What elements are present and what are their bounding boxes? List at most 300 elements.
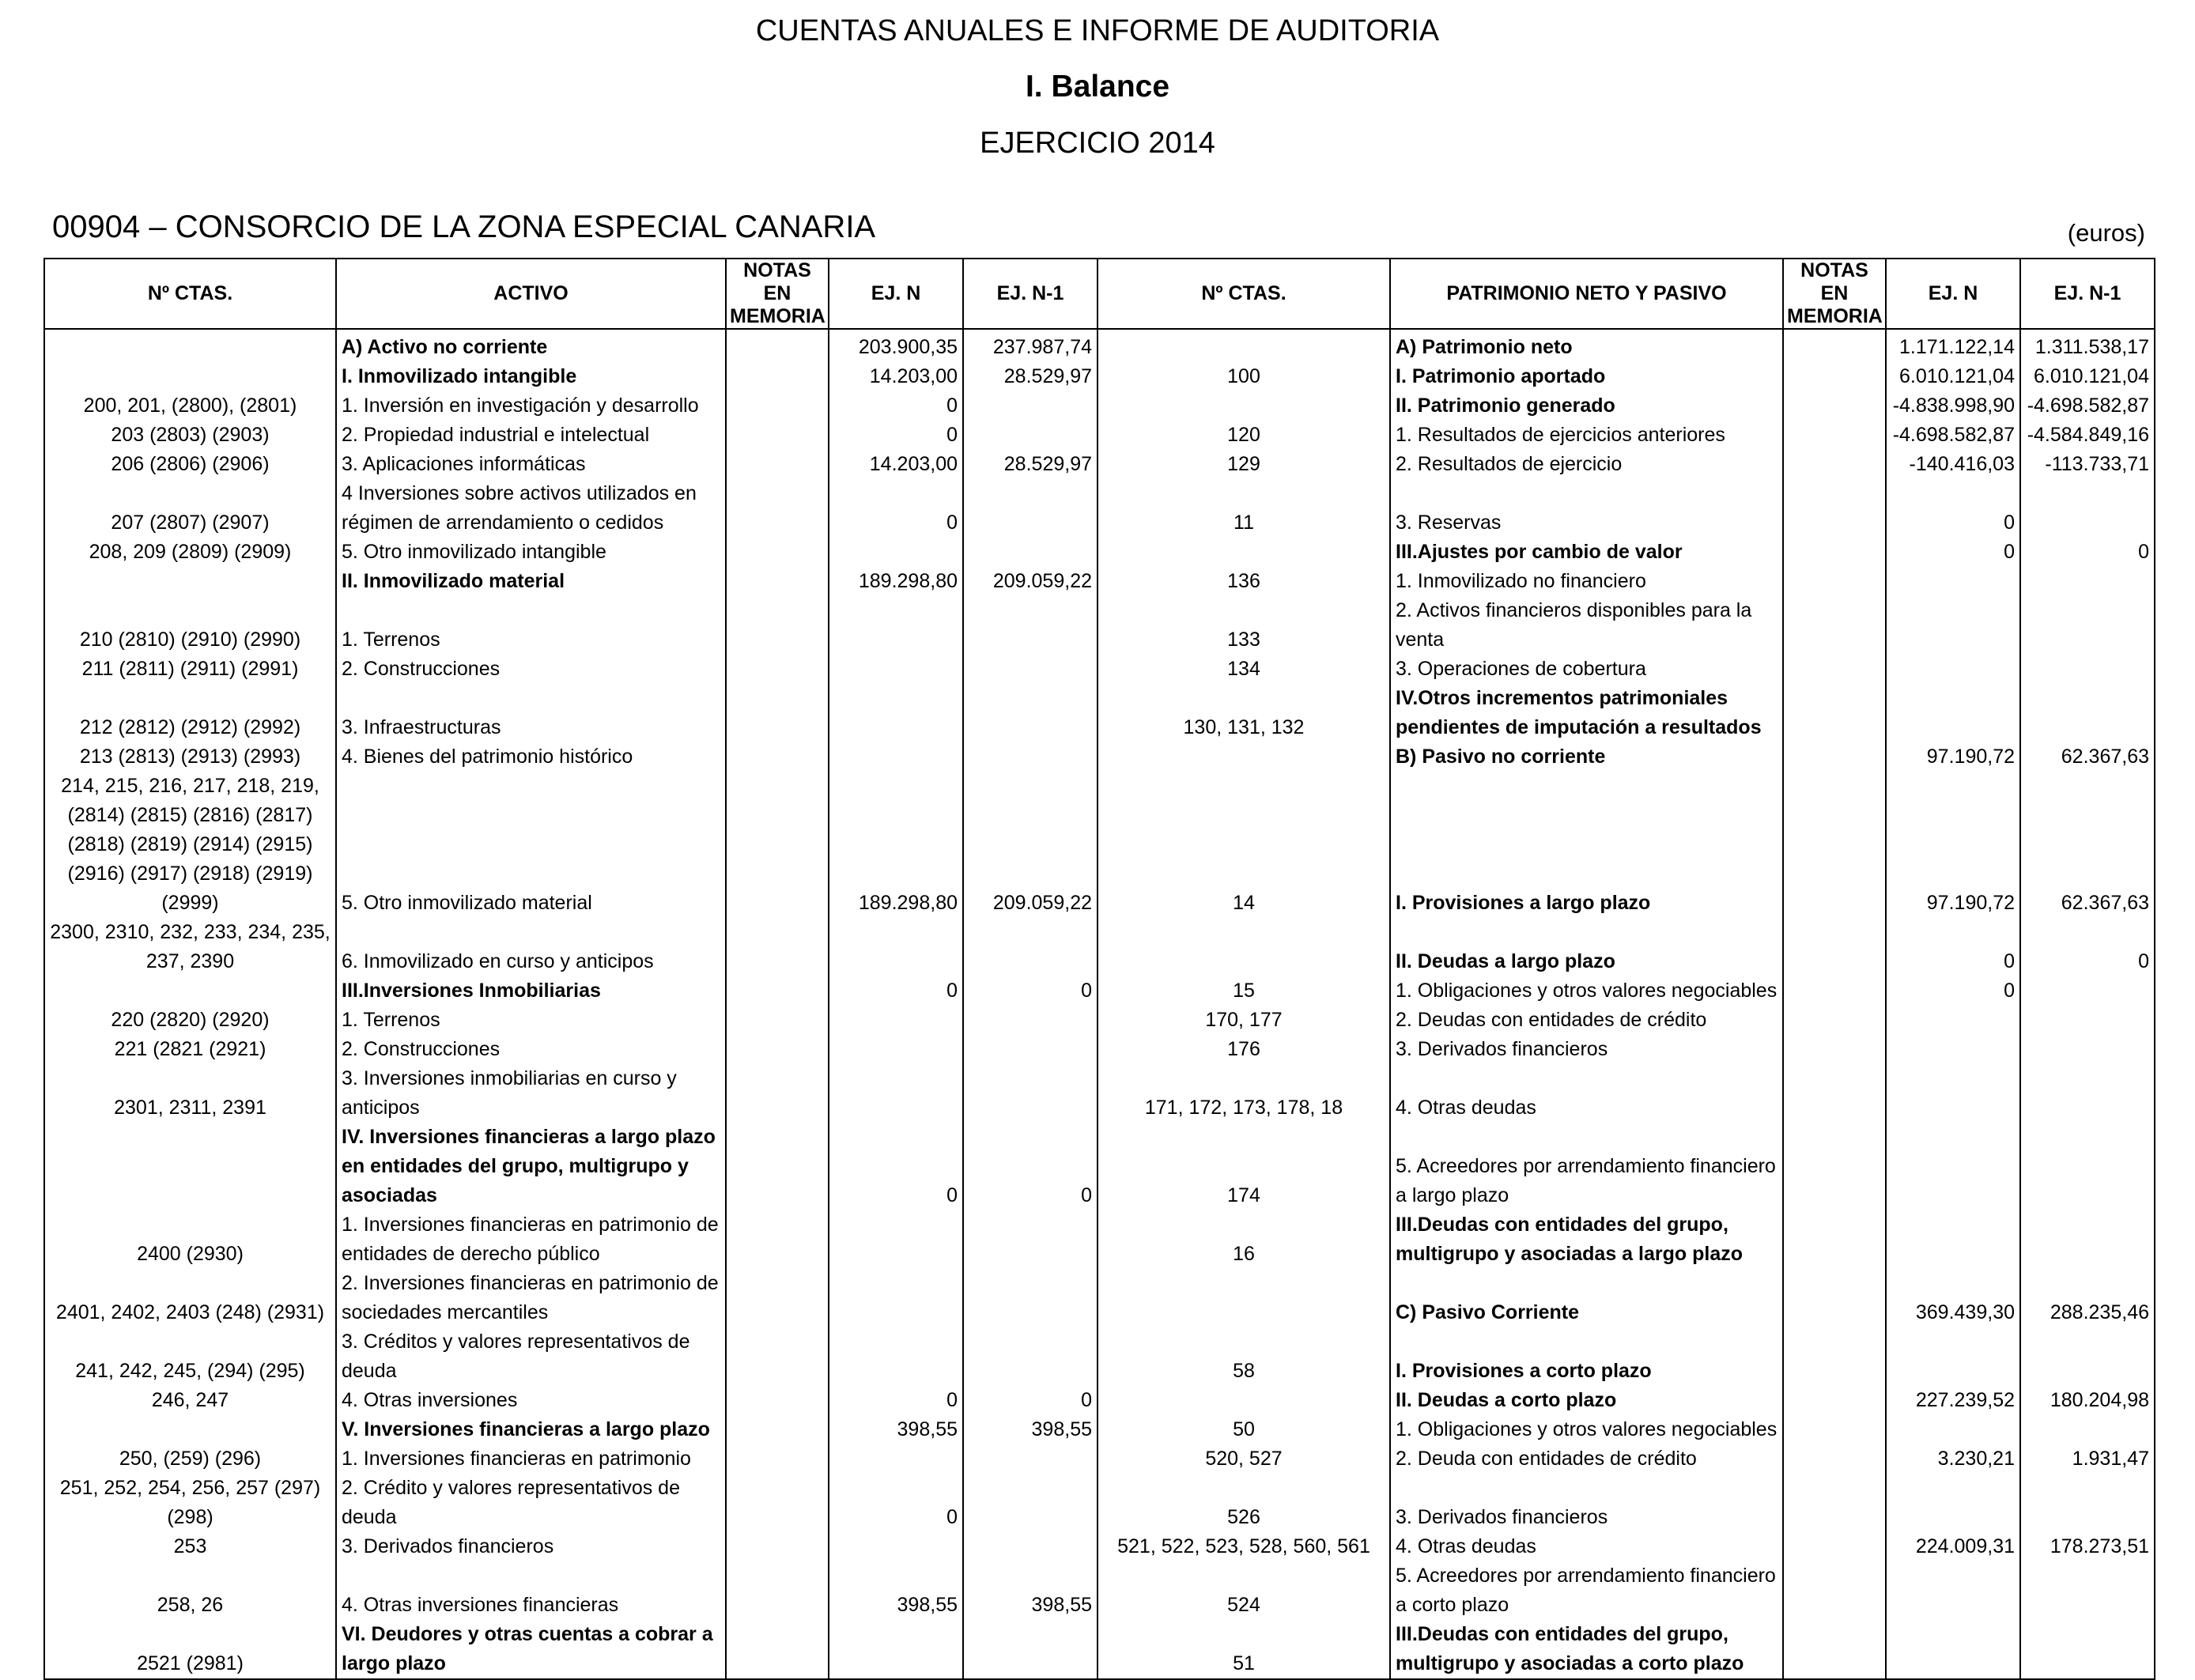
activo-cuentas: 207 (2807) (2907): [44, 479, 336, 538]
activo-notas: [726, 1064, 829, 1123]
table-row: [44, 567, 2155, 596]
pasivo-notas: [1783, 479, 1886, 538]
activo-ej-n1: [963, 391, 1098, 421]
pasivo-ej-n1: 62.367,63: [2020, 742, 2155, 772]
pasivo-concepto: 4. Otras deudas: [1390, 1532, 1783, 1561]
pasivo-ej-n1: [2020, 1474, 2155, 1532]
activo-concepto: V. Inversiones financieras a largo plazo: [336, 1415, 726, 1444]
currency-units: (euros): [2067, 219, 2145, 247]
pasivo-notas: [1783, 1006, 1886, 1035]
activo-concepto: I. Inmovilizado intangible: [336, 362, 726, 391]
pasivo-ej-n1: 0: [2020, 918, 2155, 976]
pasivo-ej-n: [1886, 596, 2020, 655]
activo-ej-n: [829, 918, 963, 976]
table-row: [44, 596, 2155, 655]
pasivo-ej-n: 369.439,30: [1886, 1269, 2020, 1327]
col-header-pasivo: PATRIMONIO NETO Y PASIVO: [1390, 259, 1783, 329]
activo-cuentas: 208, 209 (2809) (2909): [44, 538, 336, 567]
table-row: [44, 1532, 2155, 1561]
table-row: [44, 362, 2155, 391]
table-row: [44, 538, 2155, 567]
pasivo-notas: [1783, 596, 1886, 655]
pasivo-cuentas: 136: [1098, 567, 1390, 596]
pasivo-cuentas: [1098, 1269, 1390, 1327]
activo-notas: [726, 1474, 829, 1532]
pasivo-ej-n1: -4.584.849,16: [2020, 421, 2155, 450]
activo-concepto: 2. Inversiones financieras en patrimonio de sociedades mercantiles: [336, 1269, 726, 1327]
activo-notas: [726, 567, 829, 596]
pasivo-cuentas: 133: [1098, 596, 1390, 655]
activo-concepto: 3. Inversiones inmobiliarias en curso y anticipos: [336, 1064, 726, 1123]
table-row: [44, 1327, 2155, 1386]
pasivo-cuentas: 521, 522, 523, 528, 560, 561: [1098, 1532, 1390, 1561]
activo-concepto: 5. Otro inmovilizado intangible: [336, 538, 726, 567]
pasivo-cuentas: 14: [1098, 772, 1390, 918]
pasivo-notas: [1783, 1210, 1886, 1269]
pasivo-concepto: 3. Derivados financieros: [1390, 1035, 1783, 1064]
table-row: [44, 742, 2155, 772]
activo-cuentas: [44, 362, 336, 391]
pasivo-notas: [1783, 1269, 1886, 1327]
pasivo-ej-n1: -113.733,71: [2020, 450, 2155, 479]
activo-ej-n1: 398,55: [963, 1415, 1098, 1444]
pasivo-ej-n1: [2020, 479, 2155, 538]
activo-notas: [726, 538, 829, 567]
pasivo-concepto: I. Provisiones a corto plazo: [1390, 1327, 1783, 1386]
pasivo-notas: [1783, 1532, 1886, 1561]
pasivo-ej-n: 224.009,31: [1886, 1532, 2020, 1561]
pasivo-ej-n1: 180.204,98: [2020, 1386, 2155, 1415]
pasivo-ej-n1: -4.698.582,87: [2020, 391, 2155, 421]
pasivo-cuentas: 524: [1098, 1561, 1390, 1620]
col-header-activo-ctas: Nº CTAS.: [44, 259, 336, 329]
activo-ej-n: 0: [829, 479, 963, 538]
activo-notas: [726, 596, 829, 655]
activo-cuentas: 211 (2811) (2911) (2991): [44, 655, 336, 684]
activo-notas: [726, 684, 829, 742]
activo-ej-n: [829, 538, 963, 567]
activo-cuentas: 253: [44, 1532, 336, 1561]
activo-notas: [726, 391, 829, 421]
pasivo-cuentas: 50: [1098, 1415, 1390, 1444]
pasivo-concepto: 2. Deudas con entidades de crédito: [1390, 1006, 1783, 1035]
activo-ej-n: [829, 1269, 963, 1327]
pasivo-concepto: II. Patrimonio generado: [1390, 391, 1783, 421]
col-header-pasivo-ej-n1: EJ. N-1: [2020, 259, 2155, 329]
activo-cuentas: 2521 (2981): [44, 1620, 336, 1679]
pasivo-cuentas: 134: [1098, 655, 1390, 684]
activo-ej-n: 0: [829, 1386, 963, 1415]
activo-ej-n1: [963, 1210, 1098, 1269]
pasivo-cuentas: 520, 527: [1098, 1444, 1390, 1474]
pasivo-cuentas: 171, 172, 173, 178, 18: [1098, 1064, 1390, 1123]
pasivo-concepto: II. Deudas a corto plazo: [1390, 1386, 1783, 1415]
activo-notas: [726, 1620, 829, 1679]
pasivo-notas: [1783, 918, 1886, 976]
table-row: [44, 1444, 2155, 1474]
pasivo-cuentas: 51: [1098, 1620, 1390, 1679]
activo-ej-n1: [963, 1064, 1098, 1123]
table-row: [44, 1064, 2155, 1123]
pasivo-concepto: I. Patrimonio aportado: [1390, 362, 1783, 391]
pasivo-cuentas: 100: [1098, 362, 1390, 391]
activo-cuentas: 250, (259) (296): [44, 1444, 336, 1474]
pasivo-ej-n1: 1.311.538,17: [2020, 329, 2155, 362]
activo-concepto: 6. Inmovilizado en curso y anticipos: [336, 918, 726, 976]
pasivo-ej-n1: [2020, 684, 2155, 742]
pasivo-ej-n: 97.190,72: [1886, 742, 2020, 772]
pasivo-notas: [1783, 1620, 1886, 1679]
activo-ej-n: [829, 655, 963, 684]
table-row: [44, 772, 2155, 918]
pasivo-concepto: 5. Acreedores por arrendamiento financiero a corto plazo: [1390, 1561, 1783, 1620]
activo-ej-n1: [963, 1532, 1098, 1561]
activo-concepto: 1. Terrenos: [336, 596, 726, 655]
activo-ej-n: 189.298,80: [829, 567, 963, 596]
pasivo-notas: [1783, 421, 1886, 450]
pasivo-concepto: 2. Deuda con entidades de crédito: [1390, 1444, 1783, 1474]
pasivo-cuentas: [1098, 742, 1390, 772]
activo-ej-n1: 0: [963, 1123, 1098, 1210]
pasivo-cuentas: 130, 131, 132: [1098, 684, 1390, 742]
activo-ej-n: 203.900,35: [829, 329, 963, 362]
pasivo-ej-n: [1886, 1620, 2020, 1679]
pasivo-cuentas: 16: [1098, 1210, 1390, 1269]
table-row: [44, 918, 2155, 976]
activo-cuentas: 2300, 2310, 232, 233, 234, 235, 237, 2390: [44, 918, 336, 976]
activo-concepto: II. Inmovilizado material: [336, 567, 726, 596]
pasivo-concepto: C) Pasivo Corriente: [1390, 1269, 1783, 1327]
pasivo-cuentas: 11: [1098, 479, 1390, 538]
pasivo-concepto: III.Deudas con entidades del grupo, multigrupo y asociadas a largo plazo: [1390, 1210, 1783, 1269]
activo-cuentas: 200, 201, (2800), (2801): [44, 391, 336, 421]
table-row: [44, 1035, 2155, 1064]
activo-ej-n: [829, 596, 963, 655]
pasivo-ej-n: -4.838.998,90: [1886, 391, 2020, 421]
activo-ej-n1: [963, 1620, 1098, 1679]
activo-cuentas: [44, 329, 336, 362]
activo-concepto: 2. Propiedad industrial e intelectual: [336, 421, 726, 450]
activo-ej-n: 14.203,00: [829, 450, 963, 479]
pasivo-ej-n1: [2020, 1620, 2155, 1679]
pasivo-ej-n: 0: [1886, 918, 2020, 976]
activo-concepto: 1. Inversión en investigación y desarrollo: [336, 391, 726, 421]
pasivo-cuentas: 120: [1098, 421, 1390, 450]
pasivo-cuentas: 174: [1098, 1123, 1390, 1210]
activo-concepto: 1. Inversiones financieras en patrimonio de entidades de derecho público: [336, 1210, 726, 1269]
table-row: [44, 1210, 2155, 1269]
pasivo-concepto: II. Deudas a largo plazo: [1390, 918, 1783, 976]
activo-ej-n: 14.203,00: [829, 362, 963, 391]
pasivo-ej-n: 97.190,72: [1886, 772, 2020, 918]
table-row: [44, 421, 2155, 450]
activo-concepto: 2. Construcciones: [336, 655, 726, 684]
activo-ej-n1: [963, 421, 1098, 450]
pasivo-concepto: 1. Obligaciones y otros valores negociables: [1390, 1415, 1783, 1444]
balance-table-body: [44, 329, 2155, 1679]
pasivo-notas: [1783, 976, 1886, 1006]
activo-concepto: 3. Derivados financieros: [336, 1532, 726, 1561]
balance-table: [43, 258, 2155, 1680]
pasivo-notas: [1783, 1444, 1886, 1474]
pasivo-notas: [1783, 1474, 1886, 1532]
document-subtitle: I. Balance: [1025, 70, 1170, 104]
activo-ej-n: 189.298,80: [829, 772, 963, 918]
activo-ej-n1: 209.059,22: [963, 772, 1098, 918]
pasivo-ej-n: 0: [1886, 538, 2020, 567]
col-header-pasivo-notas: NOTAS EN MEMORIA: [1783, 259, 1886, 329]
activo-concepto: IV. Inversiones financieras a largo plazo en entidades del grupo, multigrupo y asociadas: [336, 1123, 726, 1210]
pasivo-cuentas: [1098, 1386, 1390, 1415]
activo-cuentas: 206 (2806) (2906): [44, 450, 336, 479]
pasivo-ej-n: 0: [1886, 479, 2020, 538]
activo-ej-n: [829, 1064, 963, 1123]
activo-ej-n: [829, 1327, 963, 1386]
activo-ej-n1: [963, 479, 1098, 538]
activo-ej-n1: 28.529,97: [963, 362, 1098, 391]
pasivo-ej-n1: [2020, 976, 2155, 1006]
pasivo-ej-n1: [2020, 1123, 2155, 1210]
activo-ej-n1: [963, 655, 1098, 684]
activo-ej-n1: 28.529,97: [963, 450, 1098, 479]
activo-concepto: 5. Otro inmovilizado material: [336, 772, 726, 918]
activo-cuentas: 212 (2812) (2912) (2992): [44, 684, 336, 742]
table-row: [44, 1006, 2155, 1035]
activo-notas: [726, 742, 829, 772]
pasivo-ej-n1: 6.010.121,04: [2020, 362, 2155, 391]
activo-notas: [726, 1415, 829, 1444]
pasivo-ej-n: [1886, 1210, 2020, 1269]
fiscal-year-label: EJERCICIO 2014: [980, 126, 1215, 160]
activo-cuentas: 2301, 2311, 2391: [44, 1064, 336, 1123]
activo-notas: [726, 1561, 829, 1620]
pasivo-ej-n1: [2020, 1064, 2155, 1123]
activo-notas: [726, 421, 829, 450]
pasivo-ej-n1: 288.235,46: [2020, 1269, 2155, 1327]
activo-concepto: 4. Bienes del patrimonio histórico: [336, 742, 726, 772]
activo-notas: [726, 450, 829, 479]
activo-ej-n: [829, 1210, 963, 1269]
pasivo-concepto: 3. Derivados financieros: [1390, 1474, 1783, 1532]
pasivo-notas: [1783, 1415, 1886, 1444]
pasivo-notas: [1783, 362, 1886, 391]
pasivo-notas: [1783, 567, 1886, 596]
activo-cuentas: [44, 976, 336, 1006]
activo-ej-n1: [963, 1444, 1098, 1474]
pasivo-ej-n1: [2020, 1327, 2155, 1386]
activo-ej-n: [829, 742, 963, 772]
activo-notas: [726, 1386, 829, 1415]
pasivo-ej-n1: 62.367,63: [2020, 772, 2155, 918]
pasivo-notas: [1783, 450, 1886, 479]
pasivo-cuentas: 129: [1098, 450, 1390, 479]
activo-notas: [726, 918, 829, 976]
activo-notas: [726, 1210, 829, 1269]
activo-concepto: 2. Crédito y valores representativos de deuda: [336, 1474, 726, 1532]
activo-concepto: 3. Aplicaciones informáticas: [336, 450, 726, 479]
pasivo-concepto: 3. Operaciones de cobertura: [1390, 655, 1783, 684]
activo-ej-n1: [963, 918, 1098, 976]
pasivo-notas: [1783, 1327, 1886, 1386]
pasivo-ej-n: 3.230,21: [1886, 1444, 2020, 1474]
activo-ej-n: 0: [829, 391, 963, 421]
table-row: [44, 450, 2155, 479]
pasivo-notas: [1783, 538, 1886, 567]
pasivo-ej-n: [1886, 1474, 2020, 1532]
activo-ej-n1: 398,55: [963, 1561, 1098, 1620]
activo-notas: [726, 1006, 829, 1035]
table-row: [44, 479, 2155, 538]
table-row: [44, 1561, 2155, 1620]
pasivo-ej-n: -140.416,03: [1886, 450, 2020, 479]
table-row: [44, 1386, 2155, 1415]
activo-notas: [726, 479, 829, 538]
table-row: [44, 1269, 2155, 1327]
activo-ej-n1: 0: [963, 976, 1098, 1006]
pasivo-cuentas: 526: [1098, 1474, 1390, 1532]
activo-ej-n: 0: [829, 976, 963, 1006]
pasivo-notas: [1783, 391, 1886, 421]
activo-cuentas: 203 (2803) (2903): [44, 421, 336, 450]
activo-cuentas: 213 (2813) (2913) (2993): [44, 742, 336, 772]
activo-notas: [726, 1532, 829, 1561]
pasivo-concepto: 1. Resultados de ejercicios anteriores: [1390, 421, 1783, 450]
activo-cuentas: 258, 26: [44, 1561, 336, 1620]
activo-ej-n: [829, 1444, 963, 1474]
activo-cuentas: 2401, 2402, 2403 (248) (2931): [44, 1269, 336, 1327]
activo-notas: [726, 772, 829, 918]
pasivo-notas: [1783, 684, 1886, 742]
pasivo-ej-n1: [2020, 1006, 2155, 1035]
activo-ej-n: [829, 684, 963, 742]
activo-concepto: 1. Inversiones financieras en patrimonio: [336, 1444, 726, 1474]
table-row: [44, 1123, 2155, 1210]
activo-ej-n1: [963, 538, 1098, 567]
activo-ej-n1: 237.987,74: [963, 329, 1098, 362]
pasivo-ej-n: [1886, 1064, 2020, 1123]
pasivo-ej-n1: [2020, 1210, 2155, 1269]
pasivo-notas: [1783, 1064, 1886, 1123]
pasivo-concepto: IV.Otros incrementos patrimoniales pendientes de imputación a resultados: [1390, 684, 1783, 742]
pasivo-ej-n: [1886, 1006, 2020, 1035]
pasivo-ej-n1: [2020, 1035, 2155, 1064]
activo-cuentas: 220 (2820) (2920): [44, 1006, 336, 1035]
col-header-activo-ej-n1: EJ. N-1: [963, 259, 1098, 329]
pasivo-ej-n1: 178.273,51: [2020, 1532, 2155, 1561]
pasivo-ej-n1: [2020, 1415, 2155, 1444]
pasivo-ej-n1: [2020, 596, 2155, 655]
entity-name: 00904 – CONSORCIO DE LA ZONA ESPECIAL CANARIA: [52, 210, 876, 244]
document-title: CUENTAS ANUALES E INFORME DE AUDITORIA: [755, 14, 1440, 47]
activo-concepto: 4. Otras inversiones financieras: [336, 1561, 726, 1620]
activo-ej-n1: [963, 1474, 1098, 1532]
pasivo-ej-n: 6.010.121,04: [1886, 362, 2020, 391]
activo-cuentas: 210 (2810) (2910) (2990): [44, 596, 336, 655]
pasivo-notas: [1783, 742, 1886, 772]
table-header-row: [44, 259, 2155, 329]
col-header-pasivo-ctas: Nº CTAS.: [1098, 259, 1390, 329]
table-row: [44, 1415, 2155, 1444]
activo-ej-n: 398,55: [829, 1561, 963, 1620]
pasivo-concepto: 4. Otras deudas: [1390, 1064, 1783, 1123]
activo-cuentas: 246, 247: [44, 1386, 336, 1415]
activo-notas: [726, 1327, 829, 1386]
pasivo-concepto: 1. Obligaciones y otros valores negociables: [1390, 976, 1783, 1006]
activo-cuentas: 251, 252, 254, 256, 257 (297) (298): [44, 1474, 336, 1532]
activo-cuentas: [44, 1415, 336, 1444]
activo-notas: [726, 655, 829, 684]
activo-ej-n: [829, 1006, 963, 1035]
pasivo-ej-n: -4.698.582,87: [1886, 421, 2020, 450]
activo-concepto: VI. Deudores y otras cuentas a cobrar a largo plazo: [336, 1620, 726, 1679]
col-header-activo-notas: NOTAS EN MEMORIA: [726, 259, 829, 329]
activo-concepto: III.Inversiones Inmobiliarias: [336, 976, 726, 1006]
pasivo-ej-n1: [2020, 1561, 2155, 1620]
pasivo-notas: [1783, 1561, 1886, 1620]
pasivo-ej-n1: 1.931,47: [2020, 1444, 2155, 1474]
activo-concepto: 2. Construcciones: [336, 1035, 726, 1064]
activo-notas: [726, 1035, 829, 1064]
pasivo-ej-n: [1886, 1415, 2020, 1444]
pasivo-concepto: B) Pasivo no corriente: [1390, 742, 1783, 772]
activo-notas: [726, 1269, 829, 1327]
activo-concepto: 3. Infraestructuras: [336, 684, 726, 742]
activo-concepto: A) Activo no corriente: [336, 329, 726, 362]
activo-cuentas: 214, 215, 216, 217, 218, 219, (2814) (2815) (2816) (2817) (2818) (2819) (2914) (2915) (2916) (2917) (2918) (2919) (2999): [44, 772, 336, 918]
pasivo-concepto: A) Patrimonio neto: [1390, 329, 1783, 362]
pasivo-ej-n: [1886, 684, 2020, 742]
pasivo-cuentas: [1098, 918, 1390, 976]
pasivo-notas: [1783, 655, 1886, 684]
pasivo-ej-n: [1886, 567, 2020, 596]
pasivo-concepto: 2. Resultados de ejercicio: [1390, 450, 1783, 479]
pasivo-notas: [1783, 329, 1886, 362]
activo-ej-n1: 0: [963, 1386, 1098, 1415]
pasivo-ej-n: [1886, 1123, 2020, 1210]
col-header-activo: ACTIVO: [336, 259, 726, 329]
activo-cuentas: [44, 1123, 336, 1210]
table-row: [44, 391, 2155, 421]
table-row: [44, 329, 2155, 362]
pasivo-cuentas: [1098, 391, 1390, 421]
activo-ej-n: [829, 1035, 963, 1064]
pasivo-concepto: III.Ajustes por cambio de valor: [1390, 538, 1783, 567]
activo-notas: [726, 362, 829, 391]
table-row: [44, 1474, 2155, 1532]
activo-ej-n1: [963, 742, 1098, 772]
activo-concepto: 4. Otras inversiones: [336, 1386, 726, 1415]
activo-notas: [726, 329, 829, 362]
pasivo-ej-n1: [2020, 567, 2155, 596]
table-row: [44, 976, 2155, 1006]
activo-ej-n1: [963, 1035, 1098, 1064]
pasivo-notas: [1783, 1123, 1886, 1210]
pasivo-ej-n: 227.239,52: [1886, 1386, 2020, 1415]
activo-cuentas: 241, 242, 245, (294) (295): [44, 1327, 336, 1386]
activo-ej-n1: [963, 1327, 1098, 1386]
table-row: [44, 655, 2155, 684]
pasivo-notas: [1783, 1035, 1886, 1064]
activo-notas: [726, 1444, 829, 1474]
activo-ej-n: 0: [829, 1474, 963, 1532]
col-header-activo-ej-n: EJ. N: [829, 259, 963, 329]
activo-ej-n1: [963, 1006, 1098, 1035]
activo-notas: [726, 976, 829, 1006]
pasivo-ej-n: 0: [1886, 976, 2020, 1006]
pasivo-ej-n: [1886, 1561, 2020, 1620]
pasivo-cuentas: 58: [1098, 1327, 1390, 1386]
activo-ej-n: [829, 1620, 963, 1679]
